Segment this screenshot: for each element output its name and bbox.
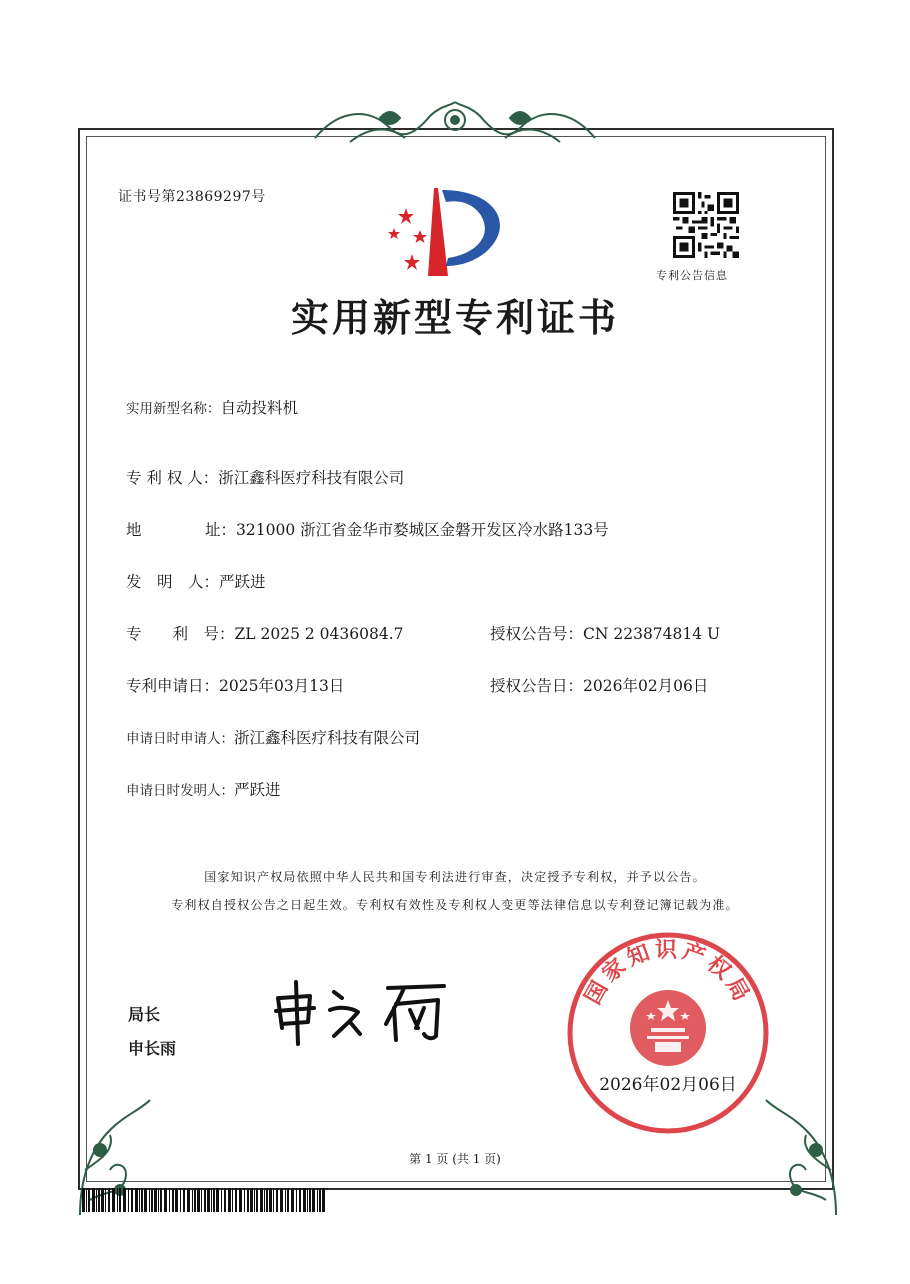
- qr-code-label: 专利公告信息: [656, 269, 728, 282]
- director-signature: [268, 978, 468, 1048]
- field-filing-date: [126, 674, 344, 696]
- director-title: 局长: [128, 1005, 161, 1024]
- field-patentee: [126, 466, 404, 488]
- seal-text: 国家知识产权局: [580, 937, 756, 1009]
- field-name: [126, 396, 298, 418]
- notice-line-1: 国家知识产权局依照中华人民共和国专利法进行审查，决定授予专利权，并予以公告。: [204, 870, 706, 884]
- field-grant-publication-number: [490, 622, 720, 644]
- field-address: [205, 518, 609, 540]
- field-address-value: 321000 浙江省金华市婺城区金磐开发区冷水路133号: [236, 521, 609, 539]
- field-filing-date-label: 专利申请日：: [126, 677, 220, 695]
- field-inventor-value: 严跃进: [219, 573, 266, 591]
- field-applicant-at-filing-value: 浙江鑫科医疗科技有限公司: [234, 729, 421, 747]
- field-inventor-at-filing: [126, 778, 281, 800]
- field-patentee-label: 专 利 权 人：: [126, 469, 219, 487]
- field-patent-number-label: 专 利 号：: [126, 625, 235, 643]
- field-inventor-at-filing-label: 申请日时发明人：: [126, 783, 234, 799]
- seal-date: 2026年02月06日: [599, 1075, 737, 1095]
- page-number: 第 1 页 (共 1 页): [409, 1152, 501, 1166]
- field-inventor: [126, 570, 266, 592]
- field-applicant-at-filing-label: 申请日时申请人：: [126, 731, 234, 747]
- field-address-label-a: 地: [126, 521, 142, 539]
- notice-line-2: 专利权自授权公告之日起生效。专利权有效性及专利权人变更等法律信息以专利登记簿记载为准。: [171, 898, 739, 912]
- barcode-icon: [82, 1188, 328, 1212]
- field-patent-number: [126, 622, 404, 644]
- field-applicant-at-filing: [126, 726, 420, 748]
- certificate-title: 实用新型专利证书: [290, 296, 619, 340]
- certificate-number: 证书号第23869297号: [118, 189, 266, 205]
- field-grant-publication-date-value: 2026年02月06日: [583, 677, 709, 695]
- field-grant-publication-date-label: 授权公告日：: [490, 677, 584, 695]
- field-inventor-label: 发 明 人：: [126, 573, 220, 591]
- director-name: 申长雨: [128, 1039, 177, 1058]
- field-address-label: 址：: [205, 521, 237, 539]
- field-name-value: 自动投料机: [220, 399, 299, 417]
- cnipa-logo-icon: [376, 180, 526, 280]
- field-patentee-value: 浙江鑫科医疗科技有限公司: [218, 469, 405, 487]
- field-grant-publication-number-value: CN 223874814 U: [583, 625, 721, 643]
- field-grant-publication-date: [490, 674, 708, 696]
- official-seal: [563, 928, 773, 1138]
- field-name-label: 实用新型名称：: [126, 401, 221, 417]
- field-filing-date-value: 2025年03月13日: [219, 677, 345, 695]
- field-grant-publication-number-label: 授权公告号：: [490, 625, 584, 643]
- field-inventor-at-filing-value: 严跃进: [234, 781, 281, 799]
- qr-code-icon[interactable]: [673, 192, 739, 258]
- top-ornament-decoration: [310, 98, 600, 150]
- field-patent-number-value: ZL 2025 2 0436084.7: [234, 625, 404, 643]
